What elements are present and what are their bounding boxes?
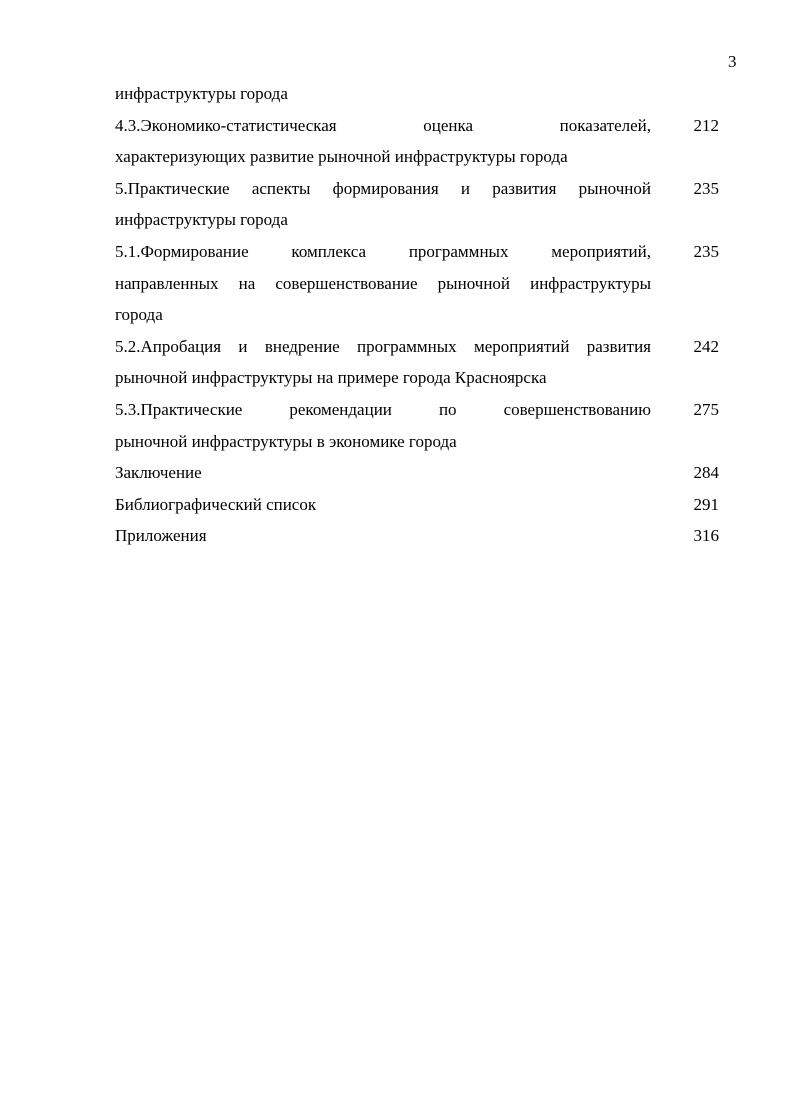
toc-line: направленных на совершенствование рыночной инфраструктуры (115, 273, 651, 293)
toc-entry-title-line (115, 331, 651, 363)
toc-entry-5 (115, 173, 719, 236)
toc-word: по (438, 399, 457, 419)
toc-word: 5.1.Формирование (115, 241, 249, 261)
toc-entry-title-rest: характеризующих развитие рыночной инфраструктуры города (115, 147, 568, 167)
toc-entry-5-1 (115, 236, 719, 331)
toc-page-number: 275 (693, 399, 719, 419)
toc-page-number: 235 (693, 241, 719, 261)
toc-entry-title-rest: города (115, 305, 163, 325)
toc-word: программных (408, 241, 509, 261)
toc-entry-title-line (115, 173, 651, 205)
toc-word: мероприятий, (551, 241, 651, 261)
toc-line: 5.Практические аспекты формирования и развития рыночной (115, 178, 651, 198)
toc-continuation: инфраструктуры города (115, 84, 288, 103)
toc-entry-title: Приложения (115, 526, 207, 546)
toc-page-number: 284 (693, 463, 719, 483)
toc-page-number: 235 (693, 178, 719, 198)
toc-word: показателей, (559, 115, 651, 135)
toc-entry-5-3 (115, 394, 719, 457)
toc-entry-5-2 (115, 331, 719, 394)
toc-line: 5.2.Апробация и внедрение программных мероприятий развития (115, 336, 651, 356)
toc-word: 5.3.Практические (115, 399, 243, 419)
toc-entry-title-line (115, 236, 651, 268)
toc-entry-title-rest: рыночной инфраструктуры на примере города Красноярска (115, 368, 547, 388)
toc-word: оценка (423, 115, 474, 135)
toc-page-number: 212 (693, 115, 719, 135)
toc-word: комплекса (291, 241, 367, 261)
toc-entry-bibliography (115, 489, 719, 521)
toc-entry-conclusion (115, 457, 719, 489)
toc-entry-title: Заключение (115, 463, 202, 483)
toc-entry-title-line (115, 268, 651, 300)
toc-entry-appendices (115, 520, 719, 552)
table-of-contents (115, 78, 719, 552)
toc-entry-title-rest: рыночной инфраструктуры в экономике города (115, 431, 457, 451)
toc-page-number: 242 (693, 336, 719, 356)
toc-entry-title-line (115, 394, 651, 426)
toc-page-number: 316 (693, 526, 719, 546)
toc-entry-title: Библиографический список (115, 494, 317, 514)
toc-entry-title-rest: инфраструктуры города (115, 210, 288, 230)
toc-entry-4-3 (115, 110, 719, 173)
page-number: 3 (728, 52, 737, 71)
toc-word: совершенствованию (503, 399, 651, 419)
toc-word: рекомендации (289, 399, 392, 419)
toc-word: 4.3.Экономико-статистическая (115, 115, 337, 135)
toc-page-number: 291 (693, 494, 719, 514)
toc-entry-title-line (115, 110, 651, 142)
